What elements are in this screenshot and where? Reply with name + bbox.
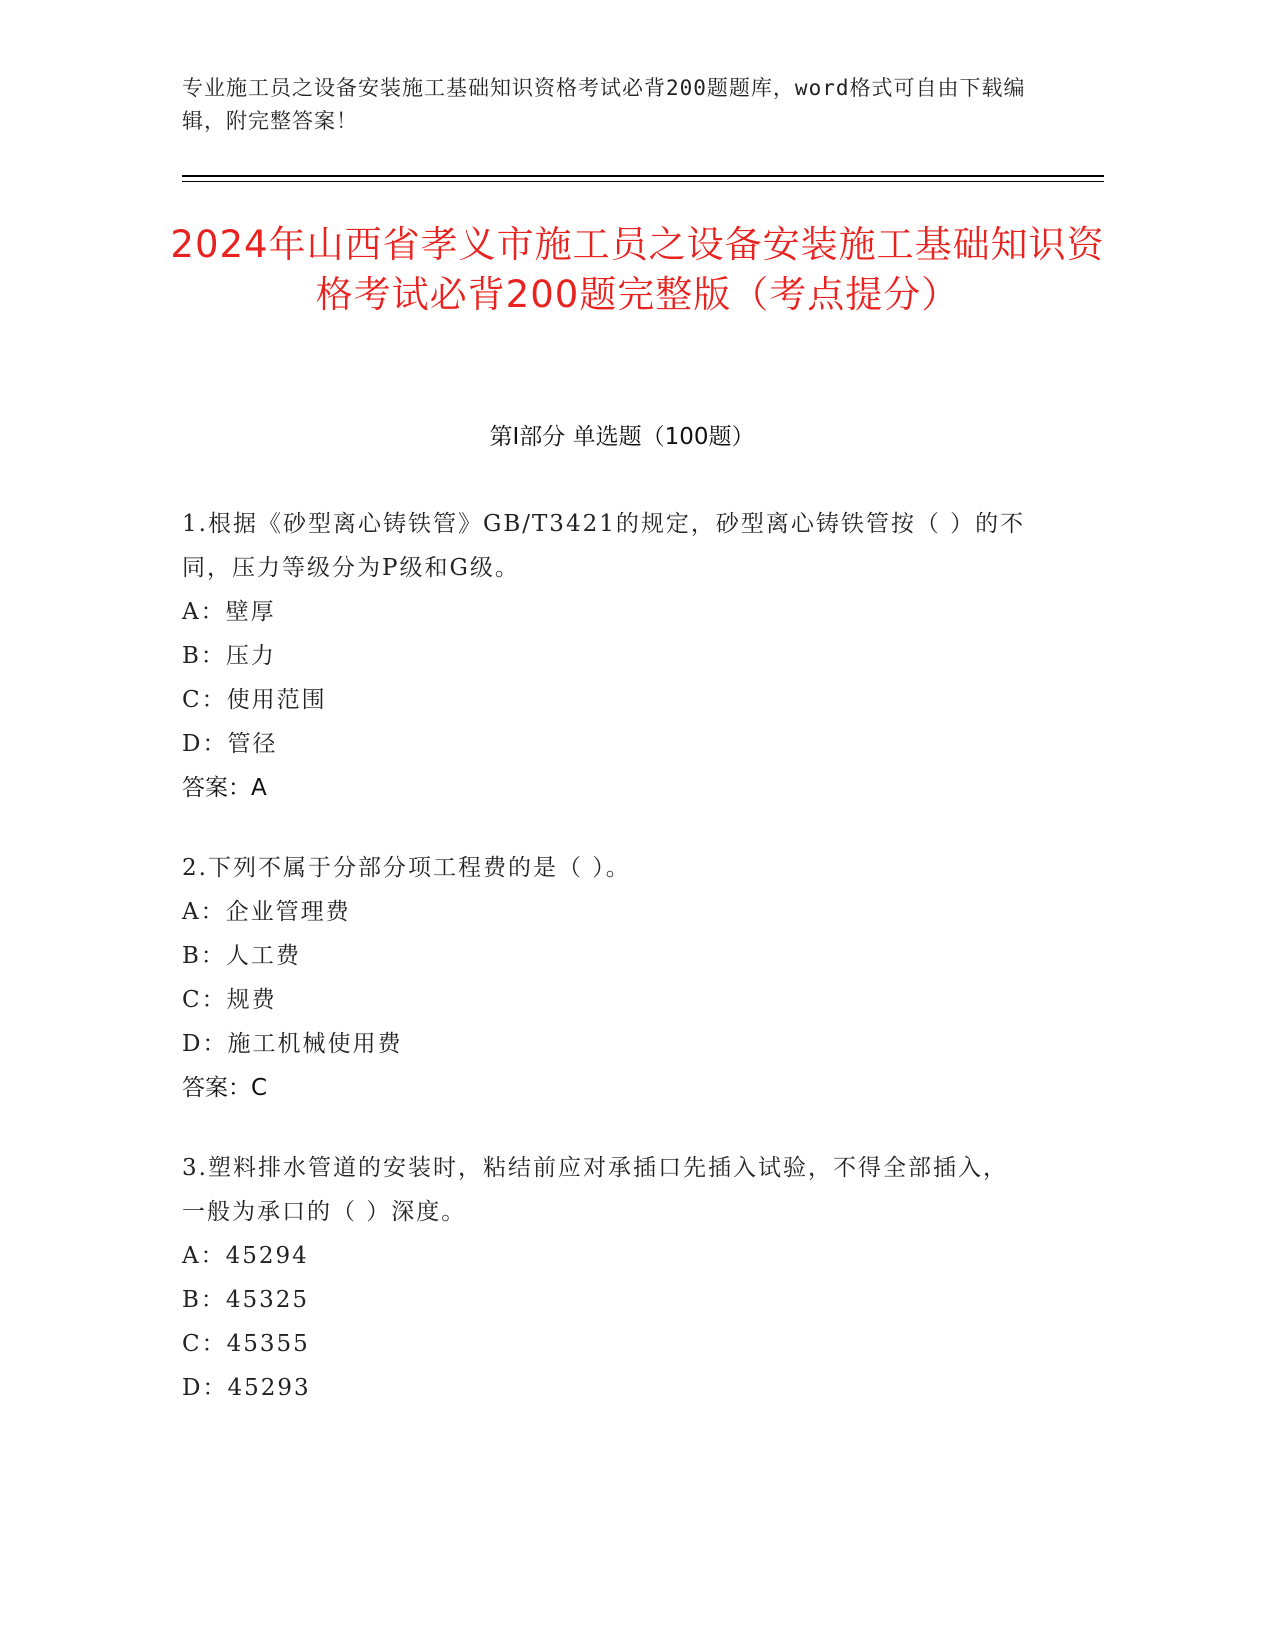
header-note: 专业施工员之设备安装施工基础知识资格考试必背200题题库，word格式可自由下载编辑，附完整答案！ — [182, 76, 1026, 133]
option-a: A：45294 — [182, 1243, 309, 1269]
answer-line: 答案：A — [182, 775, 267, 801]
question-stem: 2.下列不属于分部分项工程费的是（ ）。 — [182, 855, 631, 881]
document-title: 2024年山西省孝义市施工员之设备安装施工基础知识资格考试必背200题完整版（考点提分） — [170, 223, 1105, 316]
option-b: B：人工费 — [182, 943, 301, 969]
question-stem: 1.根据《砂型离心铸铁管》GB/T3421的规定，砂型离心铸铁管按（ ）的不同，压力等级分为P级和G级。 — [182, 511, 1026, 581]
question-2 — [182, 846, 1032, 1110]
question-list — [182, 502, 1032, 1446]
option-c: C：规费 — [182, 987, 277, 1013]
option-a: A：企业管理费 — [182, 899, 351, 925]
option-c: C：45355 — [182, 1331, 310, 1357]
option-c: C：使用范围 — [182, 687, 327, 713]
answer-line: 答案：C — [182, 1075, 268, 1101]
option-d: D：施工机械使用费 — [182, 1031, 403, 1057]
question-stem: 3.塑料排水管道的安装时，粘结前应对承插口先插入试验，不得全部插入，一般为承口的（ ）深度。 — [182, 1155, 1008, 1225]
header-divider-thick — [182, 175, 1104, 177]
question-1 — [182, 502, 1032, 810]
header-divider-thin — [182, 181, 1104, 182]
option-b: B：压力 — [182, 643, 276, 669]
option-d: D：45293 — [182, 1375, 311, 1401]
option-b: B：45325 — [182, 1287, 310, 1313]
question-3 — [182, 1146, 1032, 1410]
option-a: A：壁厚 — [182, 599, 276, 625]
option-d: D：管径 — [182, 731, 278, 757]
section-title: 第Ⅰ部分 单选题（100题） — [489, 424, 755, 450]
